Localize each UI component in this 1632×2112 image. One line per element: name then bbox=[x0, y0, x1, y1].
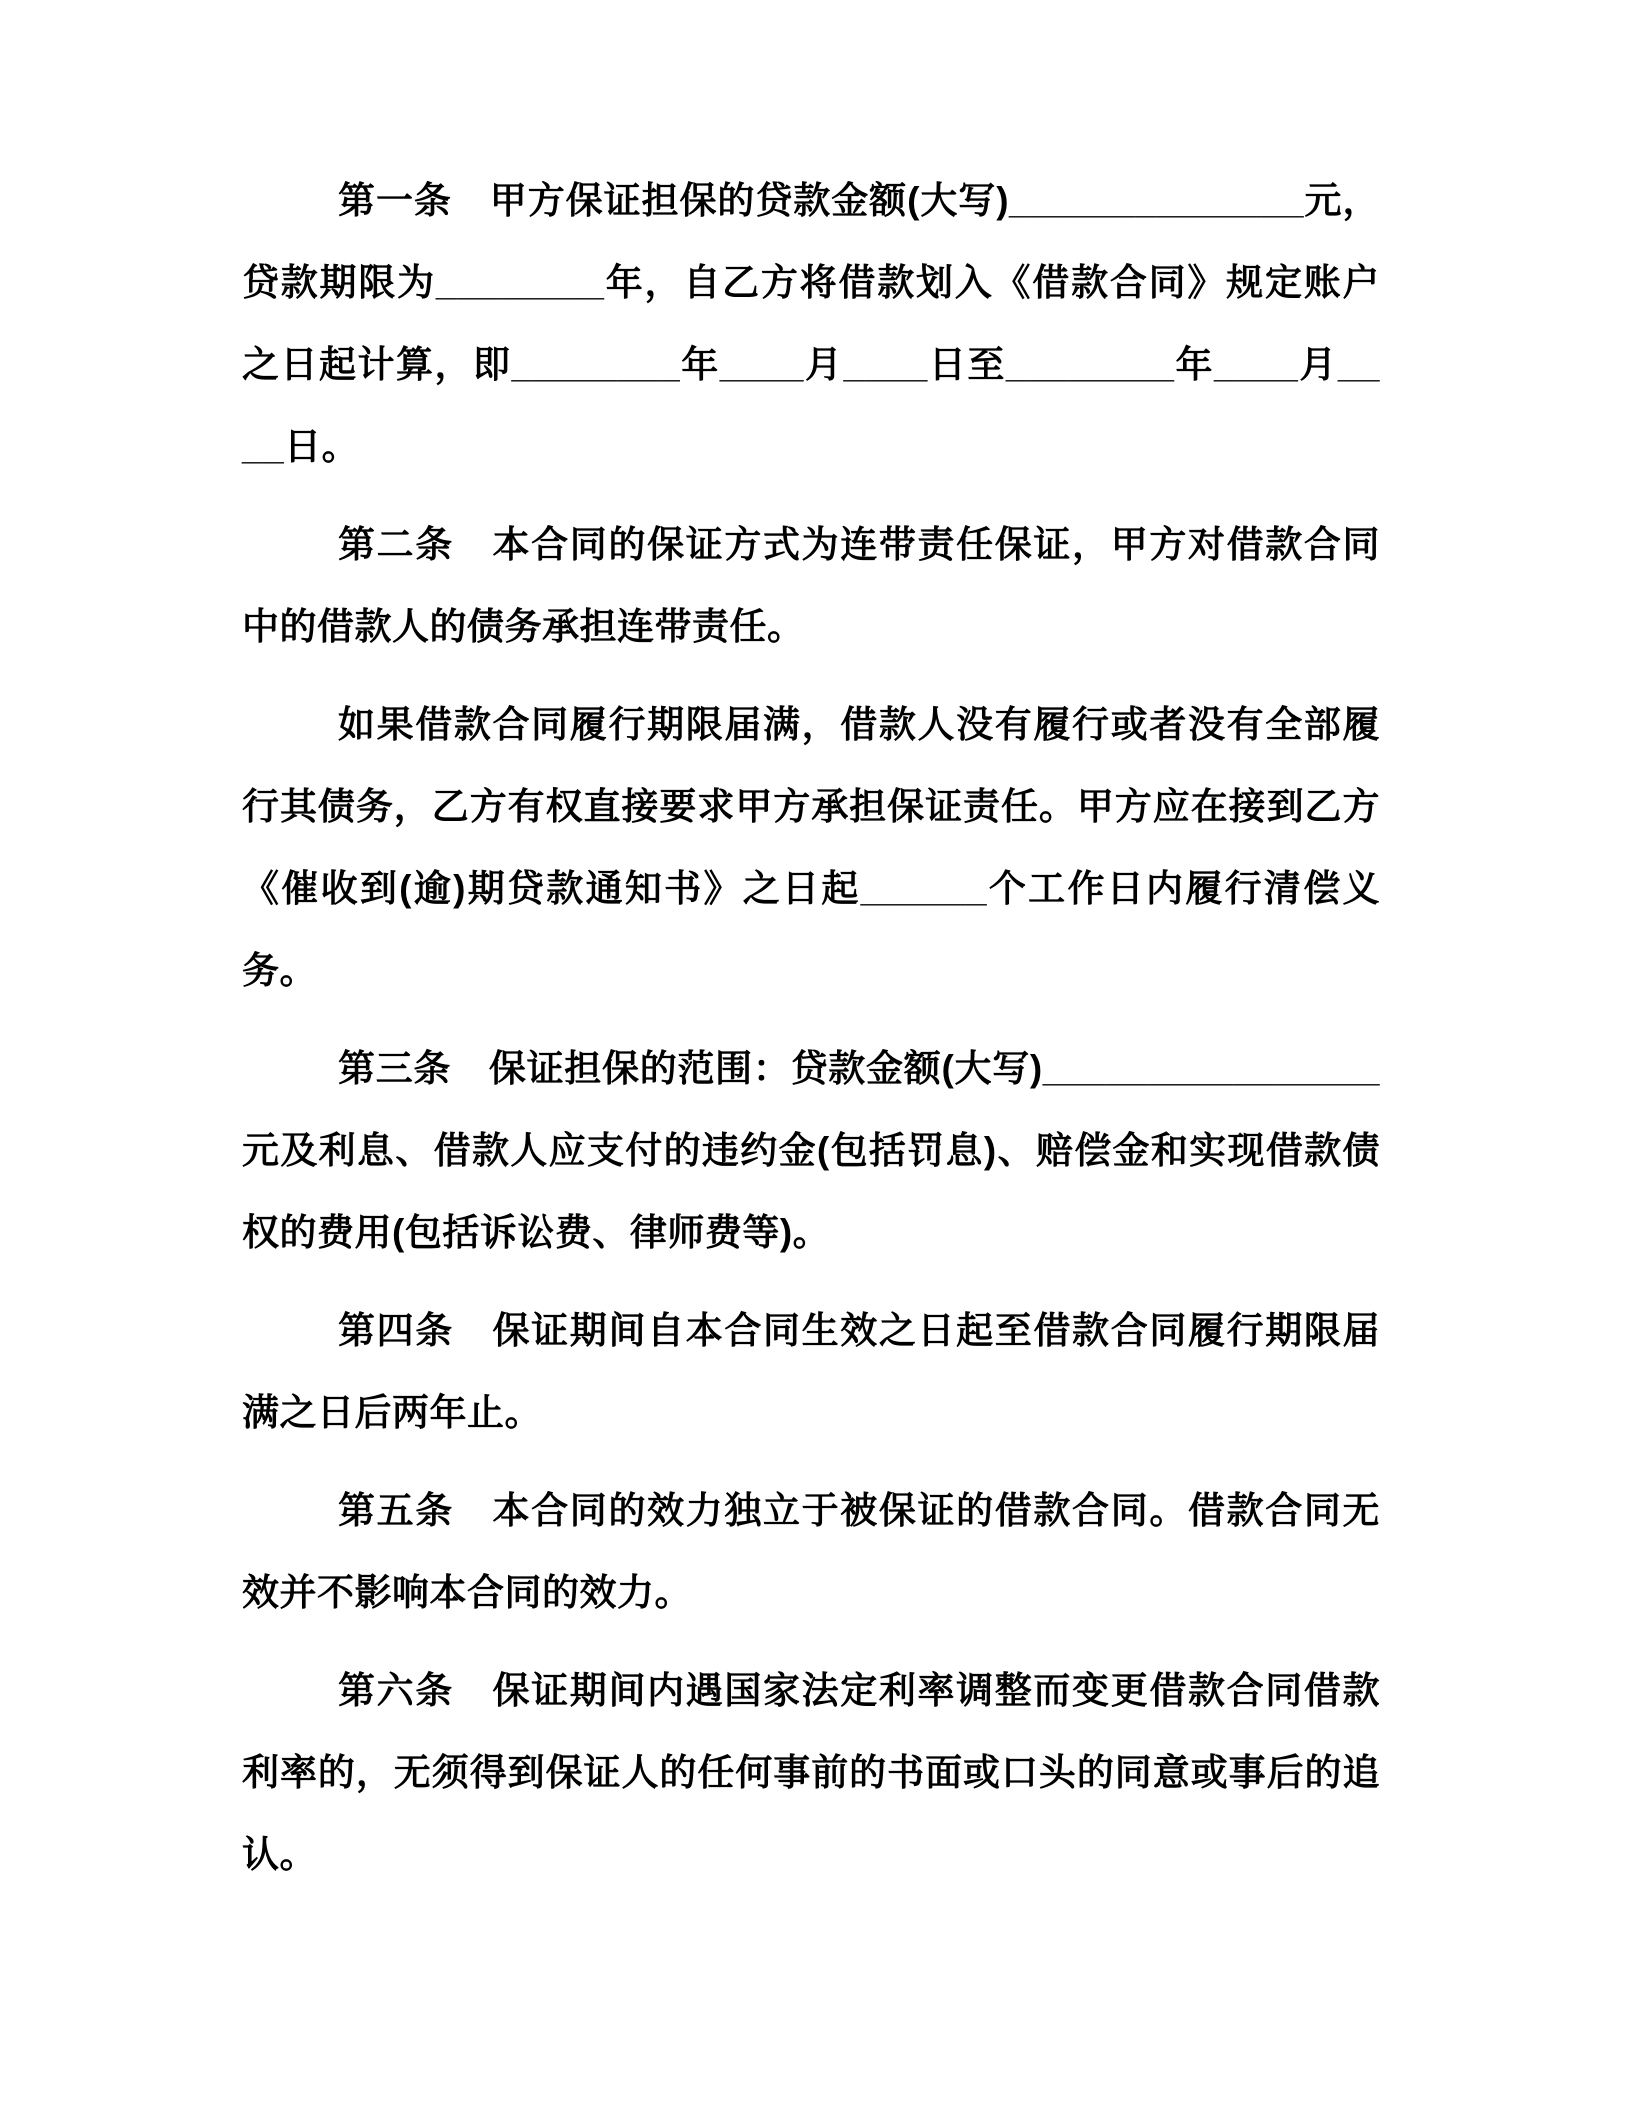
contract-clause-3: 第三条 保证担保的范围：贷款金额(大写)________________元及利息、借款人应支付的违约金(包括罚息)、赔偿金和实现借款债权的费用(包括诉讼费、律师费等)。 bbox=[242, 1048, 1380, 1253]
contract-clause-5: 第五条 本合同的效力独立于被保证的借款合同。借款合同无效并不影响本合同的效力。 bbox=[242, 1490, 1380, 1613]
contract-clause-4: 第四条 保证期间自本合同生效之日起至借款合同履行期限届满之日后两年止。 bbox=[242, 1310, 1380, 1433]
contract-clause-6: 第六条 保证期间内遇国家法定利率调整而变更借款合同借款利率的，无须得到保证人的任何事前的书面或口头的同意或事后的追认。 bbox=[242, 1670, 1380, 1875]
contract-clause-2-continued: 如果借款合同履行期限届满，借款人没有履行或者没有全部履行其债务，乙方有权直接要求甲方承担保证责任。甲方应在接到乙方《催收到(逾)期贷款通知书》之日起______个工作日内履行清偿义务。 bbox=[242, 704, 1380, 991]
contract-clause-2: 第二条 本合同的保证方式为连带责任保证，甲方对借款合同中的借款人的债务承担连带责任。 bbox=[242, 524, 1380, 647]
contract-clause-1: 第一条 甲方保证担保的贷款金额(大写)______________元，贷款期限为________年，自乙方将借款划入《借款合同》规定账户之日起计算，即________年____月____日至________年____月____日。 bbox=[242, 180, 1380, 467]
